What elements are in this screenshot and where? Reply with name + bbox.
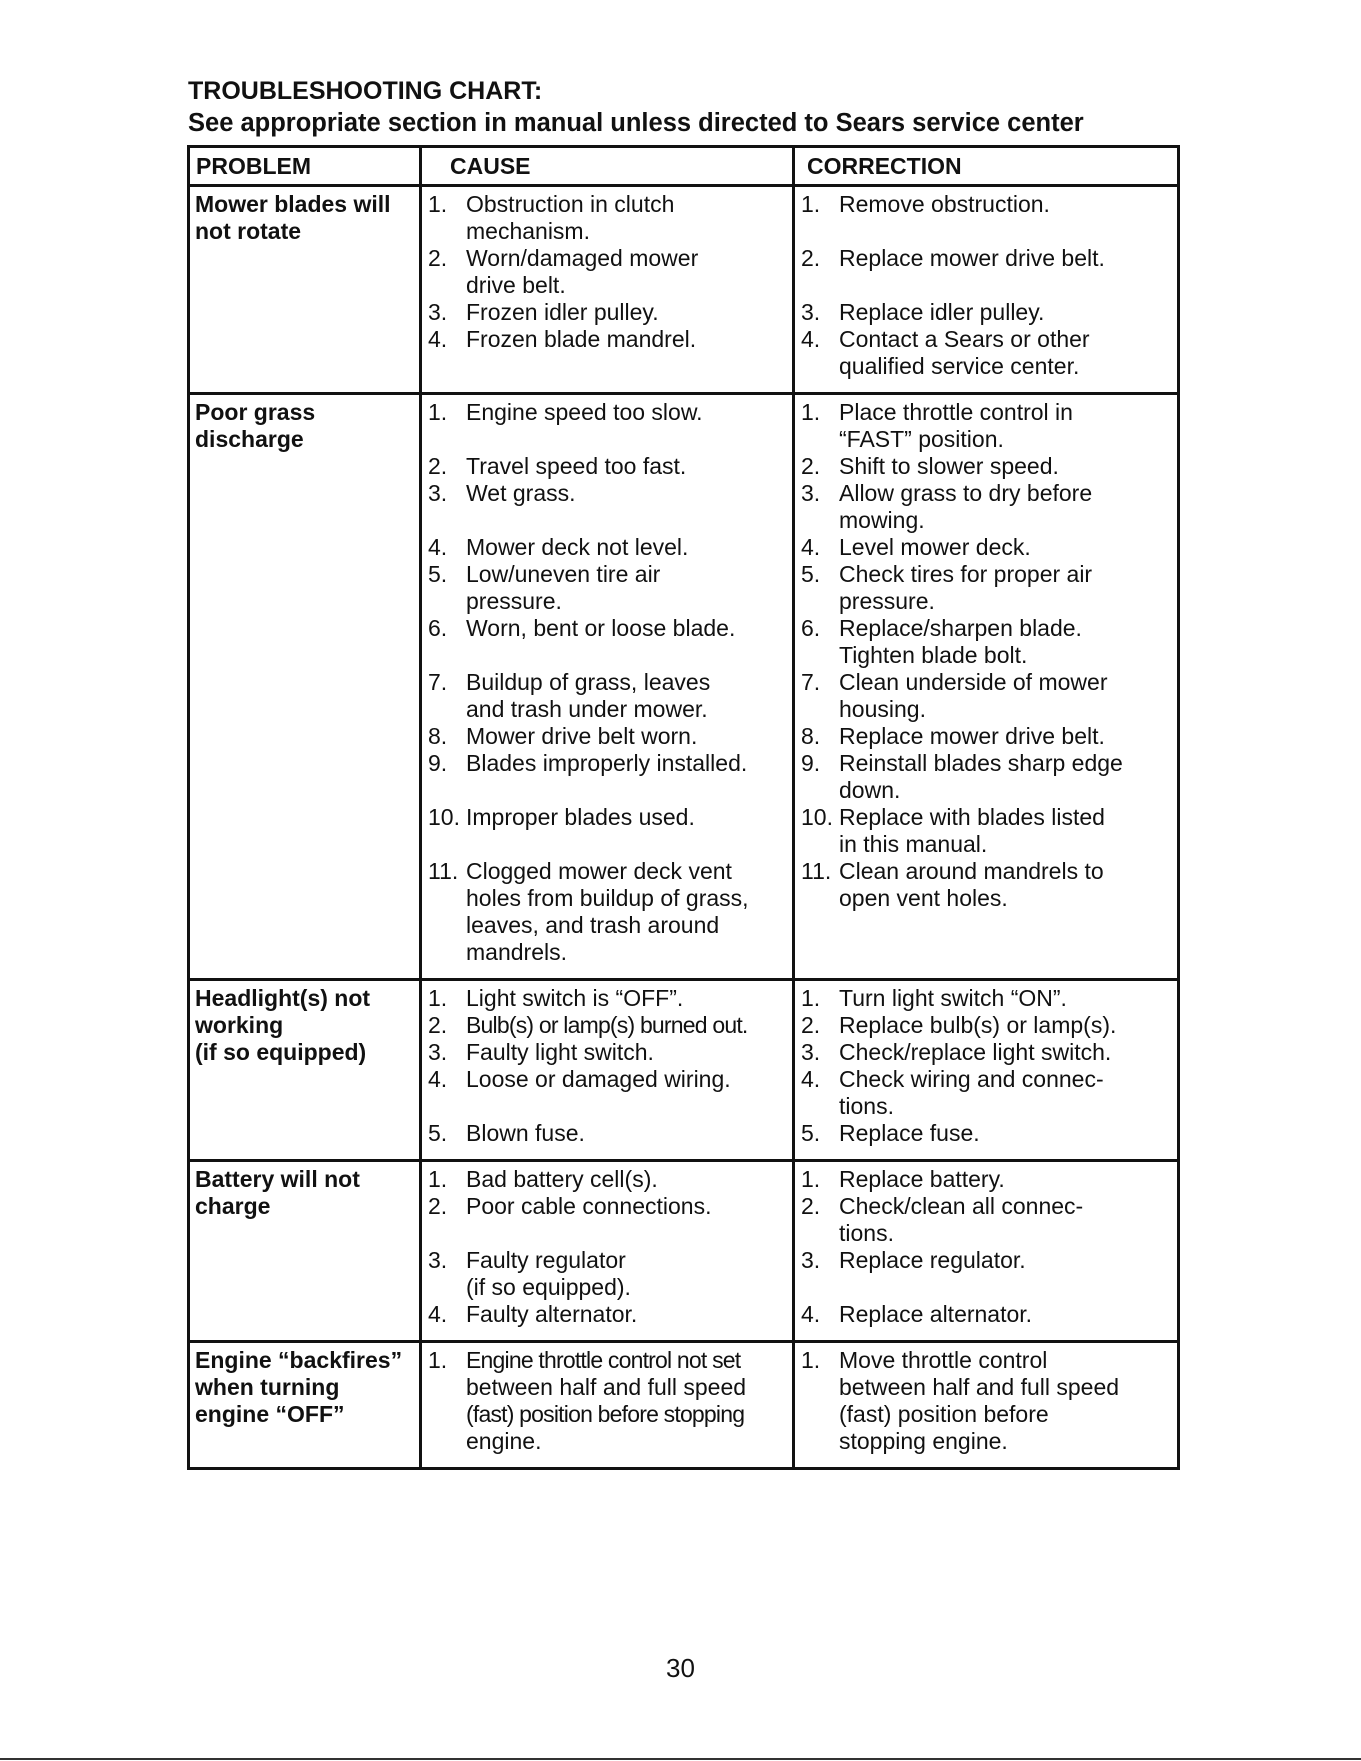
item-text: Check/replace light switch. [839, 1039, 1112, 1065]
item-text: Blades improperly installed. [466, 750, 748, 776]
correction-item [801, 1120, 1175, 1147]
item-text: Faulty alternator. [466, 1301, 638, 1327]
page-number: 30 [666, 1653, 695, 1683]
item-text: Check/clean all connec- [839, 1193, 1084, 1219]
cause-cell [421, 1342, 794, 1469]
cause-item [428, 326, 790, 353]
item-text: Worn/damaged mower [466, 245, 699, 271]
item-text: (if so equipped). [466, 1274, 631, 1300]
problem-text: Engine “backfires” [195, 1347, 403, 1373]
correction-item [801, 1247, 1175, 1274]
item-text: between half and full speed [466, 1374, 747, 1400]
cause-item [428, 399, 790, 426]
item-number: 2. [428, 245, 448, 271]
item-text: Replace/sharpen blade. [839, 615, 1082, 641]
item-number: 1. [428, 1347, 448, 1373]
correction-item [801, 1193, 1175, 1247]
item-number: 1. [801, 1166, 821, 1192]
item-text: pressure. [839, 588, 935, 614]
item-text: (fast) position before [839, 1401, 1049, 1427]
table-header-row [189, 147, 1179, 186]
correction-item [801, 1166, 1175, 1193]
item-text: between half and full speed [839, 1374, 1120, 1400]
cause-cell [421, 186, 794, 394]
item-text: Replace with blades listed [839, 804, 1105, 830]
item-text: Worn, bent or loose blade. [466, 615, 736, 641]
item-text: tions. [839, 1220, 894, 1246]
item-text: “FAST” position. [839, 426, 1004, 452]
item-number: 1. [428, 191, 448, 217]
cause-item [428, 1247, 790, 1301]
item-number: 3. [801, 480, 821, 506]
correction-item [801, 480, 1175, 534]
problem-cell [189, 1161, 421, 1342]
correction-item [801, 1012, 1175, 1039]
correction-item [801, 750, 1175, 804]
correction-item [801, 191, 1175, 218]
cause-item [428, 1066, 790, 1093]
item-number: 1. [801, 985, 821, 1011]
item-text: Turn light switch “ON”. [839, 985, 1067, 1011]
correction-item [801, 858, 1175, 912]
item-text: Replace regulator. [839, 1247, 1026, 1273]
item-number: 3. [801, 1039, 821, 1065]
page-subtitle: See appropriate section in manual unless directed to Sears service center [188, 109, 1084, 137]
problem-text: (if so equipped) [195, 1039, 367, 1065]
item-text: (fast) position before stopping [466, 1401, 745, 1427]
correction-item [801, 299, 1175, 326]
item-number: 5. [428, 561, 448, 587]
item-number: 2. [801, 1193, 821, 1219]
item-number: 3. [428, 1247, 448, 1273]
item-text: mandrels. [466, 939, 567, 965]
item-text: Buildup of grass, leaves [466, 669, 711, 695]
problem-text: when turning [195, 1374, 340, 1400]
item-number: 1. [801, 399, 821, 425]
item-number: 11. [801, 858, 832, 884]
item-text: Replace battery. [839, 1166, 1005, 1192]
item-text: open vent holes. [839, 885, 1008, 911]
item-text: Clean around mandrels to [839, 858, 1104, 884]
correction-item [801, 561, 1175, 615]
cause-item [428, 299, 790, 326]
item-text: leaves, and trash around [466, 912, 720, 938]
problem-cell [189, 394, 421, 980]
item-text: Frozen idler pulley. [466, 299, 659, 325]
cause-item [428, 534, 790, 561]
problem-text: not rotate [195, 218, 302, 244]
item-text: Frozen blade mandrel. [466, 326, 697, 352]
cause-cell [421, 980, 794, 1161]
item-text: Blown fuse. [466, 1120, 585, 1146]
item-text: Clean underside of mower [839, 669, 1108, 695]
item-number: 3. [801, 299, 821, 325]
item-number: 10. [801, 804, 833, 830]
cause-item [428, 561, 790, 615]
troubleshooting-table [187, 145, 1180, 1470]
item-number: 9. [428, 750, 448, 776]
cause-item [428, 1301, 790, 1328]
item-number: 7. [801, 669, 821, 695]
cause-item [428, 1166, 790, 1193]
item-number: 1. [428, 985, 448, 1011]
cause-item [428, 1120, 790, 1147]
cause-cell [421, 394, 794, 980]
correction-item [801, 245, 1175, 272]
item-text: tions. [839, 1093, 894, 1119]
item-number: 4. [801, 326, 821, 352]
table-row [189, 1161, 1179, 1342]
item-text: Replace alternator. [839, 1301, 1033, 1327]
item-text: Low/uneven tire air [466, 561, 661, 587]
item-number: 3. [801, 1247, 821, 1273]
item-number: 8. [801, 723, 821, 749]
item-number: 1. [801, 191, 821, 217]
correction-cell [794, 394, 1179, 980]
item-number: 8. [428, 723, 448, 749]
item-number: 3. [428, 1039, 448, 1065]
item-text: qualified service center. [839, 353, 1080, 379]
item-text: Travel speed too fast. [466, 453, 687, 479]
item-text: Tighten blade bolt. [839, 642, 1028, 668]
correction-item [801, 723, 1175, 750]
correction-item [801, 985, 1175, 1012]
item-text: Faulty light switch. [466, 1039, 654, 1065]
cause-item [428, 245, 790, 299]
item-text: Allow grass to dry before [839, 480, 1093, 506]
item-text: Light switch is “OFF”. [466, 985, 684, 1011]
correction-item [801, 1039, 1175, 1066]
item-text: Check tires for proper air [839, 561, 1093, 587]
correction-cell [794, 1161, 1179, 1342]
item-text: Loose or damaged wiring. [466, 1066, 731, 1092]
item-number: 4. [428, 326, 448, 352]
item-text: and trash under mower. [466, 696, 708, 722]
item-number: 1. [428, 399, 448, 425]
item-text: Reinstall blades sharp edge [839, 750, 1123, 776]
correction-cell [794, 1342, 1179, 1469]
item-number: 4. [428, 534, 448, 560]
item-text: Improper blades used. [466, 804, 695, 830]
problem-text: Battery will not [195, 1166, 360, 1192]
problem-text: engine “OFF” [195, 1401, 345, 1427]
item-text: Contact a Sears or other [839, 326, 1090, 352]
item-text: Replace fuse. [839, 1120, 980, 1146]
item-text: Engine speed too slow. [466, 399, 703, 425]
item-text: drive belt. [466, 272, 566, 298]
correction-item [801, 669, 1175, 723]
item-text: Replace mower drive belt. [839, 245, 1105, 271]
correction-item [801, 615, 1175, 669]
item-text: down. [839, 777, 901, 803]
item-text: Wet grass. [466, 480, 576, 506]
cause-item [428, 858, 790, 966]
header-cause: CAUSE [421, 147, 794, 186]
header-problem: PROBLEM [189, 147, 421, 186]
bottom-divider [0, 1758, 1361, 1760]
item-text: Remove obstruction. [839, 191, 1050, 217]
correction-item [801, 1066, 1175, 1120]
correction-item [801, 1347, 1175, 1455]
correction-item [801, 399, 1175, 453]
problem-text: discharge [195, 426, 304, 452]
cause-item [428, 669, 790, 723]
item-text: Mower drive belt worn. [466, 723, 698, 749]
problem-text: Poor grass [195, 399, 316, 425]
cause-item [428, 615, 790, 642]
correction-item [801, 326, 1175, 380]
item-text: housing. [839, 696, 926, 722]
item-number: 3. [428, 299, 448, 325]
cause-item [428, 750, 790, 777]
item-text: engine. [466, 1428, 542, 1454]
item-number: 5. [801, 1120, 821, 1146]
item-text: Bulb(s) or lamp(s) burned out. [466, 1012, 748, 1038]
cause-item [428, 1039, 790, 1066]
item-text: in this manual. [839, 831, 988, 857]
item-text: Engine throttle control not set [466, 1347, 741, 1373]
problem-text: charge [195, 1193, 271, 1219]
item-text: Move throttle control [839, 1347, 1048, 1373]
header-correction: CORRECTION [794, 147, 1179, 186]
correction-cell [794, 186, 1179, 394]
problem-cell [189, 1342, 421, 1469]
table-row [189, 980, 1179, 1161]
item-number: 4. [428, 1301, 448, 1327]
item-number: 5. [428, 1120, 448, 1146]
item-number: 5. [801, 561, 821, 587]
cause-item [428, 804, 790, 831]
item-number: 10. [428, 804, 460, 830]
item-number: 2. [801, 1012, 821, 1038]
cause-item [428, 480, 790, 507]
correction-item [801, 534, 1175, 561]
cause-item [428, 1347, 790, 1455]
item-number: 6. [428, 615, 448, 641]
problem-cell [189, 186, 421, 394]
item-number: 6. [801, 615, 821, 641]
item-text: Place throttle control in [839, 399, 1073, 425]
item-number: 7. [428, 669, 448, 695]
item-number: 2. [801, 245, 821, 271]
item-text: Mower deck not level. [466, 534, 689, 560]
page-title: TROUBLESHOOTING CHART: [188, 77, 543, 105]
item-number: 4. [801, 534, 821, 560]
correction-item [801, 804, 1175, 858]
item-number: 2. [428, 1012, 448, 1038]
correction-item [801, 1301, 1175, 1328]
item-number: 4. [801, 1066, 821, 1092]
cause-cell [421, 1161, 794, 1342]
item-number: 2. [801, 453, 821, 479]
table-row [189, 186, 1179, 394]
problem-text: Headlight(s) not [195, 985, 371, 1011]
item-text: mowing. [839, 507, 925, 533]
item-text: Clogged mower deck vent [466, 858, 732, 884]
correction-item [801, 453, 1175, 480]
item-text: Level mower deck. [839, 534, 1031, 560]
problem-text: working [195, 1012, 284, 1038]
cause-item [428, 1193, 790, 1220]
cause-item [428, 453, 790, 480]
item-number: 1. [428, 1166, 448, 1192]
item-text: Replace idler pulley. [839, 299, 1045, 325]
item-text: Faulty regulator [466, 1247, 626, 1273]
cause-item [428, 985, 790, 1012]
item-text: Bad battery cell(s). [466, 1166, 658, 1192]
problem-cell [189, 980, 421, 1161]
table-row [189, 1342, 1179, 1469]
item-text: Obstruction in clutch [466, 191, 675, 217]
item-text: Check wiring and connec- [839, 1066, 1104, 1092]
item-number: 4. [428, 1066, 448, 1092]
problem-text: Mower blades will [195, 191, 391, 217]
item-text: Shift to slower speed. [839, 453, 1059, 479]
cause-item [428, 723, 790, 750]
correction-cell [794, 980, 1179, 1161]
table-row [189, 394, 1179, 980]
item-text: mechanism. [466, 218, 590, 244]
item-number: 1. [801, 1347, 821, 1373]
item-number: 2. [428, 453, 448, 479]
item-number: 4. [801, 1301, 821, 1327]
item-text: Replace bulb(s) or lamp(s). [839, 1012, 1117, 1038]
item-text: Replace mower drive belt. [839, 723, 1105, 749]
item-text: pressure. [466, 588, 562, 614]
item-text: holes from buildup of grass, [466, 885, 749, 911]
item-number: 11. [428, 858, 459, 884]
item-number: 2. [428, 1193, 448, 1219]
cause-item [428, 191, 790, 245]
item-text: Poor cable connections. [466, 1193, 712, 1219]
item-number: 9. [801, 750, 821, 776]
cause-item [428, 1012, 790, 1039]
item-text: stopping engine. [839, 1428, 1008, 1454]
item-number: 3. [428, 480, 448, 506]
